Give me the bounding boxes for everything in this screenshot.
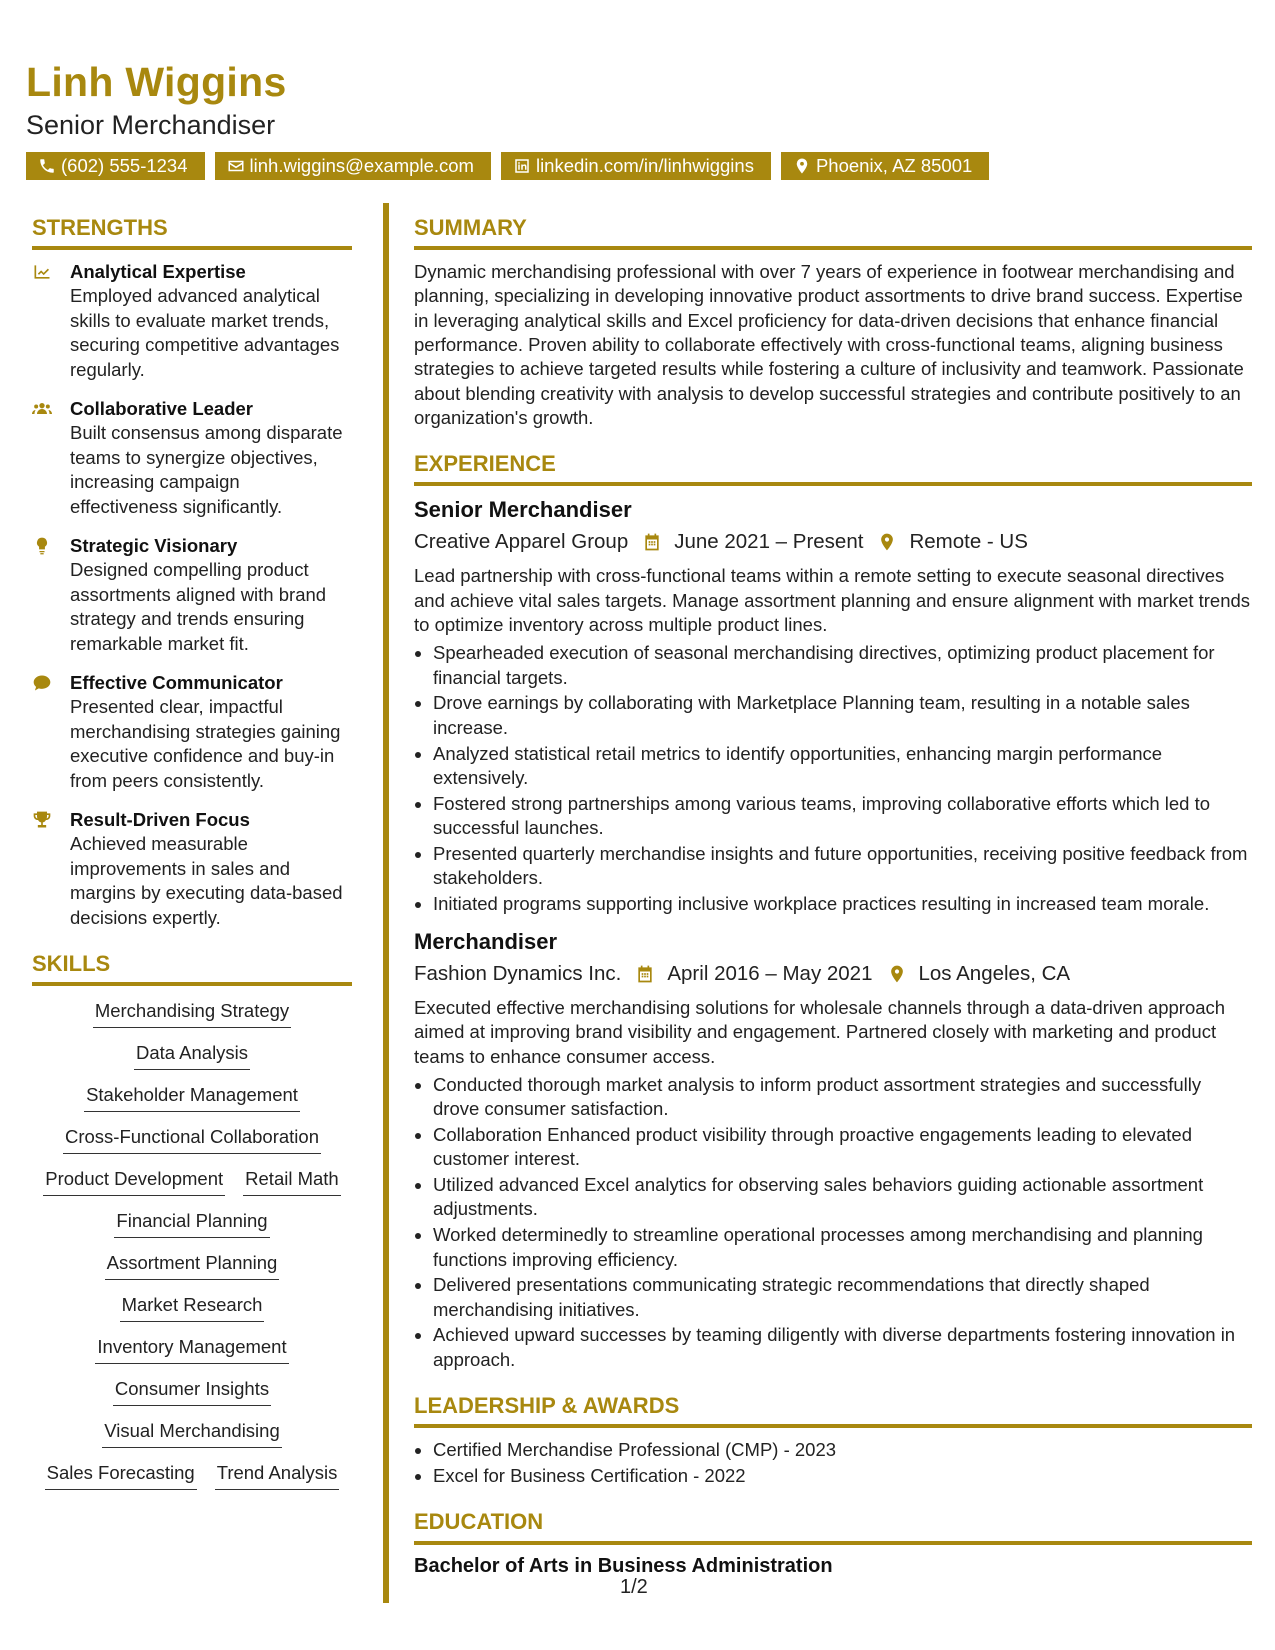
job-meta [414, 528, 1252, 556]
summary-text: Dynamic merchandising professional with over 7 years of experience in footwear merchandising and planning, specializing in developing innovative product assortments to drive brand success. Expertise in leveraging analytical skills and Excel proficiency for data-driven decisions that enhance financial performance. Proven ability to collaborate effectively with cross-functional teams, aligning business strategies to achieve targeted results while fostering a culture of inclusivity and teamwork. Passionate about blending creativity with analysis to develop successful strategies and contribute positively to an organization's growth. [414, 261, 1244, 428]
job-entry [414, 928, 1252, 1372]
skills-list [32, 1418, 352, 1448]
users-icon [32, 399, 52, 419]
chart-line-icon [32, 262, 52, 282]
strength-title: Result-Driven Focus [70, 809, 250, 831]
strength-item [32, 671, 352, 793]
contact-location[interactable] [781, 152, 989, 180]
job-dates: April 2016 – May 2021 [667, 962, 873, 986]
skills-heading: SKILLS [32, 952, 352, 986]
strength-item [32, 397, 352, 519]
job-company: Fashion Dynamics Inc. [414, 962, 622, 986]
skill-tag: Cross-Functional Collaboration [63, 1124, 321, 1154]
job-company: Creative Apparel Group [414, 530, 629, 554]
skills-list [32, 1040, 352, 1070]
skill-tag: Visual Merchandising [102, 1418, 282, 1448]
list-item: • Excel for Business Certification - 2022 [433, 1464, 1252, 1488]
location-pin-icon [877, 532, 897, 552]
education-degree: Bachelor of Arts in Business Administration [414, 1554, 833, 1577]
list-item: • Achieved upward successes by teaming diligently with diverse departments fostering innovation in approach. [433, 1323, 1252, 1372]
location-icon [793, 157, 811, 175]
contact-phone[interactable] [26, 152, 205, 180]
left-column [32, 216, 352, 1490]
strengths-heading: STRENGTHS [32, 216, 352, 250]
list-item: • Spearheaded execution of seasonal merchandising directives, optimizing product placement for financial targets. [433, 641, 1252, 690]
list-item: • Fostered strong partnerships among various teams, improving collaborative efforts which led to successful launches. [433, 792, 1252, 841]
job-dates: June 2021 – Present [674, 530, 864, 554]
list-item: • Collaboration Enhanced product visibility through proactive engagements leading to elevated customer interest. [433, 1123, 1252, 1172]
speech-bubble-icon [32, 673, 52, 693]
education-heading: EDUCATION [414, 1510, 1252, 1544]
strength-item [32, 534, 352, 656]
strength-title: Strategic Visionary [70, 535, 238, 557]
list-item: • Utilized advanced Excel analytics for observing sales behaviors guiding actionable assortment adjustments. [433, 1173, 1252, 1222]
strength-title: Effective Communicator [70, 672, 283, 694]
page-number: 1/2 [620, 1576, 648, 1598]
strength-desc: Built consensus among disparate teams to synergize objectives, increasing campaign effectiveness significantly. [70, 422, 343, 517]
lightbulb-icon [32, 536, 52, 556]
job-description: Executed effective merchandising solutions for wholesale channels through a data-driven approach aimed at improving brand visibility and engagement. Partnered closely with marketing and product teams to enhance consumer access. [414, 997, 1226, 1067]
candidate-name: Linh Wiggins [26, 59, 287, 105]
skills-list [32, 1124, 352, 1154]
skills-list [32, 1208, 352, 1238]
job-bullets [414, 1073, 1252, 1372]
strength-desc: Designed compelling product assortments aligned with brand strategy and trends ensuring remarkable market fit. [70, 559, 327, 654]
column-divider [383, 203, 389, 1603]
contact-phone-text: (602) 555-1234 [61, 155, 188, 176]
linkedin-icon [513, 157, 531, 175]
skills-list [32, 1292, 352, 1322]
job-meta [414, 960, 1252, 988]
contact-linkedin-text: linkedin.com/in/linhwiggins [535, 155, 754, 176]
strength-title: Collaborative Leader [70, 398, 254, 420]
skill-tag: Sales Forecasting [45, 1460, 197, 1490]
job-entry [414, 496, 1252, 916]
job-location: Remote - US [909, 530, 1028, 554]
candidate-role: Senior Merchandiser [26, 110, 276, 140]
list-item: • Conducted thorough market analysis to inform product assortment strategies and successfully drove consumer satisfaction. [433, 1073, 1252, 1122]
list-item: • Delivered presentations communicating strategic recommendations that directly shaped merchandising initiatives. [433, 1273, 1252, 1322]
skills-list [32, 998, 352, 1028]
skill-tag: Inventory Management [95, 1334, 288, 1364]
skill-tag: Retail Math [243, 1166, 341, 1196]
email-icon [227, 157, 245, 175]
contact-location-text: Phoenix, AZ 85001 [815, 155, 973, 176]
experience-heading: EXPERIENCE [414, 452, 1252, 486]
contact-bar [26, 152, 989, 180]
list-item: • Initiated programs supporting inclusive workplace practices resulting in increased team morale. [433, 892, 1252, 916]
job-bullets [414, 641, 1252, 916]
strength-desc: Achieved measurable improvements in sales and margins by executing data-based decisions expertly. [70, 833, 343, 928]
list-item: • Worked determinedly to streamline operational processes among merchandising and planning functions improving efficiency. [433, 1223, 1252, 1272]
skills-list [32, 1376, 352, 1406]
skills-list [32, 1460, 352, 1490]
skills-list [32, 1334, 352, 1364]
contact-email[interactable] [215, 152, 491, 180]
list-item: • Analyzed statistical retail metrics to identify opportunities, enhancing margin performance extensively. [433, 742, 1252, 791]
location-pin-icon [887, 964, 907, 984]
skill-tag: Trend Analysis [215, 1460, 340, 1490]
phone-icon [38, 157, 56, 175]
job-location: Los Angeles, CA [918, 962, 1071, 986]
calendar-icon [642, 532, 662, 552]
strength-item [32, 808, 352, 930]
list-item: • Presented quarterly merchandise insights and future opportunities, receiving positive feedback from stakeholders. [433, 842, 1252, 891]
contact-linkedin[interactable] [501, 152, 771, 180]
strength-desc: Presented clear, impactful merchandising strategies gaining executive confidence and buy-in from peers consistently. [70, 696, 341, 791]
job-description: Lead partnership with cross-functional teams within a remote setting to execute seasonal directives and achieve vital sales targets. Manage assortment planning and ensure alignment with market trends to optimize inventory across multiple product lines. [414, 565, 1251, 636]
strength-title: Analytical Expertise [70, 261, 246, 283]
leadership-list [414, 1438, 1252, 1488]
contact-email-text: linh.wiggins@example.com [249, 155, 474, 176]
summary-heading: SUMMARY [414, 216, 1252, 250]
skill-tag: Product Development [43, 1166, 225, 1196]
job-title: Senior Merchandiser [414, 497, 632, 523]
skill-tag: Data Analysis [134, 1040, 250, 1070]
trophy-icon [32, 810, 52, 830]
skill-tag: Market Research [120, 1292, 265, 1322]
skill-tag: Merchandising Strategy [93, 998, 291, 1028]
skill-tag: Stakeholder Management [84, 1082, 300, 1112]
skill-tag: Financial Planning [114, 1208, 269, 1238]
skill-tag: Assortment Planning [105, 1250, 280, 1280]
calendar-icon [635, 964, 655, 984]
leadership-heading: LEADERSHIP & AWARDS [414, 1394, 1252, 1428]
job-title: Merchandiser [414, 929, 558, 955]
skills-list [32, 1250, 352, 1280]
skills-list [32, 1166, 352, 1196]
strength-item [32, 260, 352, 382]
strength-desc: Employed advanced analytical skills to evaluate market trends, securing competitive advantages regularly. [70, 285, 340, 380]
list-item: • Drove earnings by collaborating with Marketplace Planning team, resulting in a notable sales increase. [433, 691, 1252, 740]
right-column [414, 216, 1252, 1578]
skill-tag: Consumer Insights [113, 1376, 271, 1406]
list-item: • Certified Merchandise Professional (CMP) - 2023 [433, 1438, 1252, 1462]
skills-list [32, 1082, 352, 1112]
